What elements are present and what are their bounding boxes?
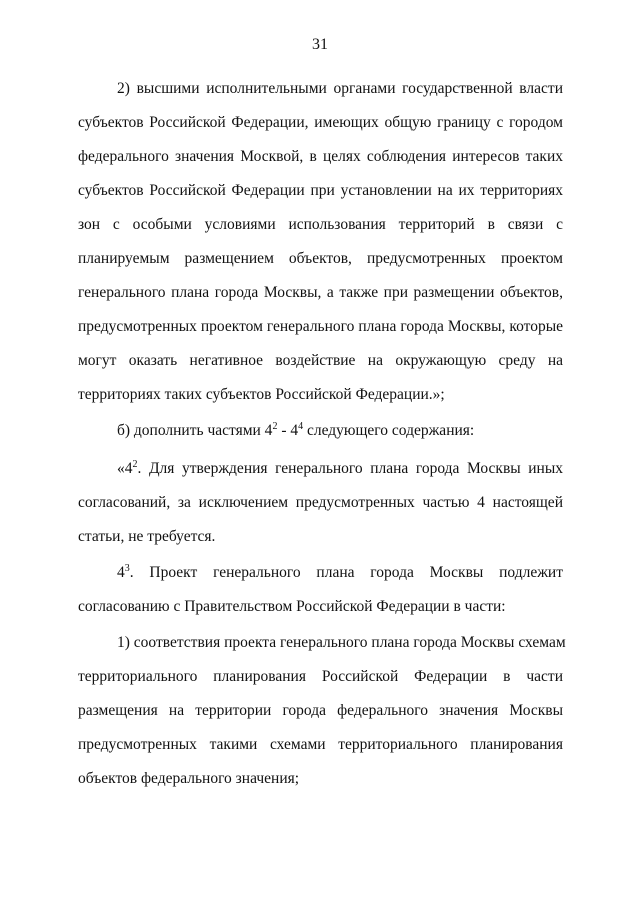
text-line: 1) соответствия проекта генерального плана города Москвы схемам xyxy=(117,634,566,651)
text-line: субъектов Российской Федерации при установлении на их территориях xyxy=(78,182,563,199)
superscript: 2 xyxy=(272,420,278,432)
text-line xyxy=(117,564,563,582)
text-line xyxy=(117,422,563,440)
text-line: предусмотренных проектом генерального плана города Москвы, которые xyxy=(78,318,563,335)
text-segment: 4 xyxy=(117,564,125,581)
text-line: объектов федерального значения; xyxy=(78,770,300,787)
text-line: планируемым размещением объектов, предусмотренных проектом xyxy=(78,250,563,267)
text-segment: следующего содержания: xyxy=(303,422,475,439)
text-line: размещения на территории города федерального значения Москвы xyxy=(78,702,563,719)
text-segment: - 4 xyxy=(277,422,299,439)
text-line: 2) высшими исполнительными органами государственной власти xyxy=(117,80,563,97)
text-line: зон с особыми условиями использования территорий в связи с xyxy=(78,216,563,233)
text-line: согласований, за исключением предусмотренных частью 4 настоящей xyxy=(78,494,563,511)
superscript: 3 xyxy=(124,562,130,574)
text-segment: б) дополнить частями 4 xyxy=(117,422,273,439)
text-line: предусмотренных такими схемами территориального планирования xyxy=(78,736,563,753)
text-line: субъектов Российской Федерации, имеющих общую границу с городом xyxy=(78,114,563,131)
text-line: статьи, не требуется. xyxy=(78,528,216,545)
text-line: генерального плана города Москвы, а также при размещении объектов, xyxy=(78,284,563,301)
text-line: могут оказать негативное воздействие на окружающую среду на xyxy=(78,352,563,369)
text-line: территориях таких субъектов Российской Федерации.»; xyxy=(78,386,445,403)
text-segment: . Проект генерального плана города Москвы подлежит xyxy=(129,564,563,581)
text-line xyxy=(117,460,563,478)
text-line: федерального значения Москвой, в целях соблюдения интересов таких xyxy=(78,148,563,165)
text-segment: . Для утверждения генерального плана города Москвы иных xyxy=(137,460,563,477)
text-segment: «4 xyxy=(117,460,133,477)
superscript: 2 xyxy=(132,458,138,470)
text-line: территориального планирования Российской Федерации в части xyxy=(78,668,563,685)
text-line: согласованию с Правительством Российской Федерации в части: xyxy=(78,598,506,615)
page-number: 31 xyxy=(312,36,328,53)
superscript: 4 xyxy=(298,420,304,432)
